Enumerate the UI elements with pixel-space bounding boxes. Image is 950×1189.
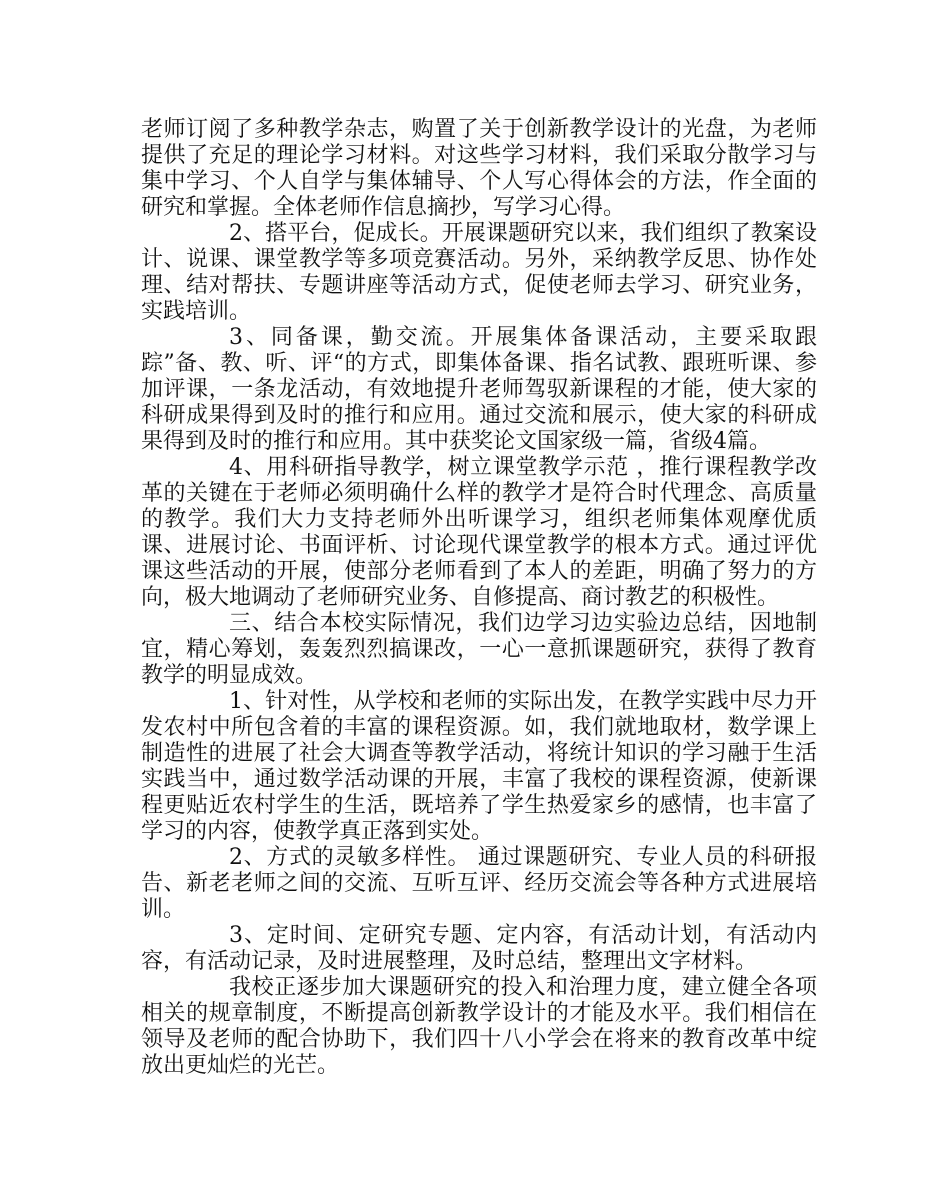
- paragraph-platform-growth: 2、搭平台，促成长。开展课题研究以来，我们组织了教案设计、说课、课堂教学等多项竞赛活动。另外，采纳教学反思、协作处理、结对帮扶、专题讲座等活动方式，促使老师去学习、研究业务，实践培训。: [141, 221, 817, 324]
- paragraph-conclusion: 我校正逐步加大课题研究的投入和治理力度，建立健全各项相关的规章制度，不断提高创新教学设计的才能及水平。我们相信在领导及老师的配合协助下，我们四十八小学会在将来的教育改革中绽放出更灿烂的光芒。: [141, 975, 817, 1078]
- paragraph-research-guided-teaching: 4、用科研指导教学，树立课堂教学示范 ，推行课程教学改革的关键在于老师必须明确什么样的教学才是符合时代理念、高质量的教学。我们大力支持老师外出听课学习，组织老师集体观摩优质课、进展讨论、书面评析、讨论现代课堂教学的根本方式。通过评优课这些活动的开展，使部分老师看到了本人的差距，明确了努力的方向，极大地调动了老师研究业务、自修提高、商讨教艺的积极性。: [141, 455, 817, 610]
- paragraph-scheduled-activities: 3、定时间、定研究专题、定内容，有活动计划，有活动内容，有活动记录，及时进展整理，及时总结，整理出文字材料。: [141, 923, 817, 974]
- document-body: [141, 117, 817, 1079]
- paragraph-flexible-methods: 2、方式的灵敏多样性。 通过课题研究、专业人员的科研报告、新老老师之间的交流、互听互评、经历交流会等各种方式进展培训。: [141, 845, 817, 922]
- paragraph-study-materials: 老师订阅了多种教学杂志，购置了关于创新教学设计的光盘，为老师提供了充足的理论学习材料。对这些学习材料，我们采取分散学习与集中学习、个人自学与集体辅导、个人写心得体会的方法，作全面的研究和掌握。全体老师作信息摘抄，写学习心得。: [141, 117, 817, 220]
- paragraph-collective-lesson-prep: 3、同备课，勤交流。开展集体备课活动，主要采取跟踪”备、教、听、评“的方式，即集体备课、指名试教、跟班听课、参加评课，一条龙活动，有效地提升老师驾驭新课程的才能，使大家的科研成果得到及时的推行和应用。通过交流和展示，使大家的科研成果得到及时的推行和应用。其中获奖论文国家级一篇，省级4篇。: [141, 325, 817, 454]
- paragraph-section-three-heading: 三、结合本校实际情况，我们边学习边实验边总结，因地制宜，精心筹划，轰轰烈烈搞课改，一心一意抓课题研究，获得了教育教学的明显成效。: [141, 611, 817, 688]
- paragraph-relevance: 1、针对性，从学校和老师的实际出发，在教学实践中尽力开发农村中所包含着的丰富的课程资源。如，我们就地取材，数学课上制造性的进展了社会大调查等教学活动，将统计知识的学习融于生活实践当中，通过数学活动课的开展，丰富了我校的课程资源，使新课程更贴近农村学生的生活，既培养了学生热爱家乡的感情，也丰富了学习的内容，使教学真正落到实处。: [141, 689, 817, 844]
